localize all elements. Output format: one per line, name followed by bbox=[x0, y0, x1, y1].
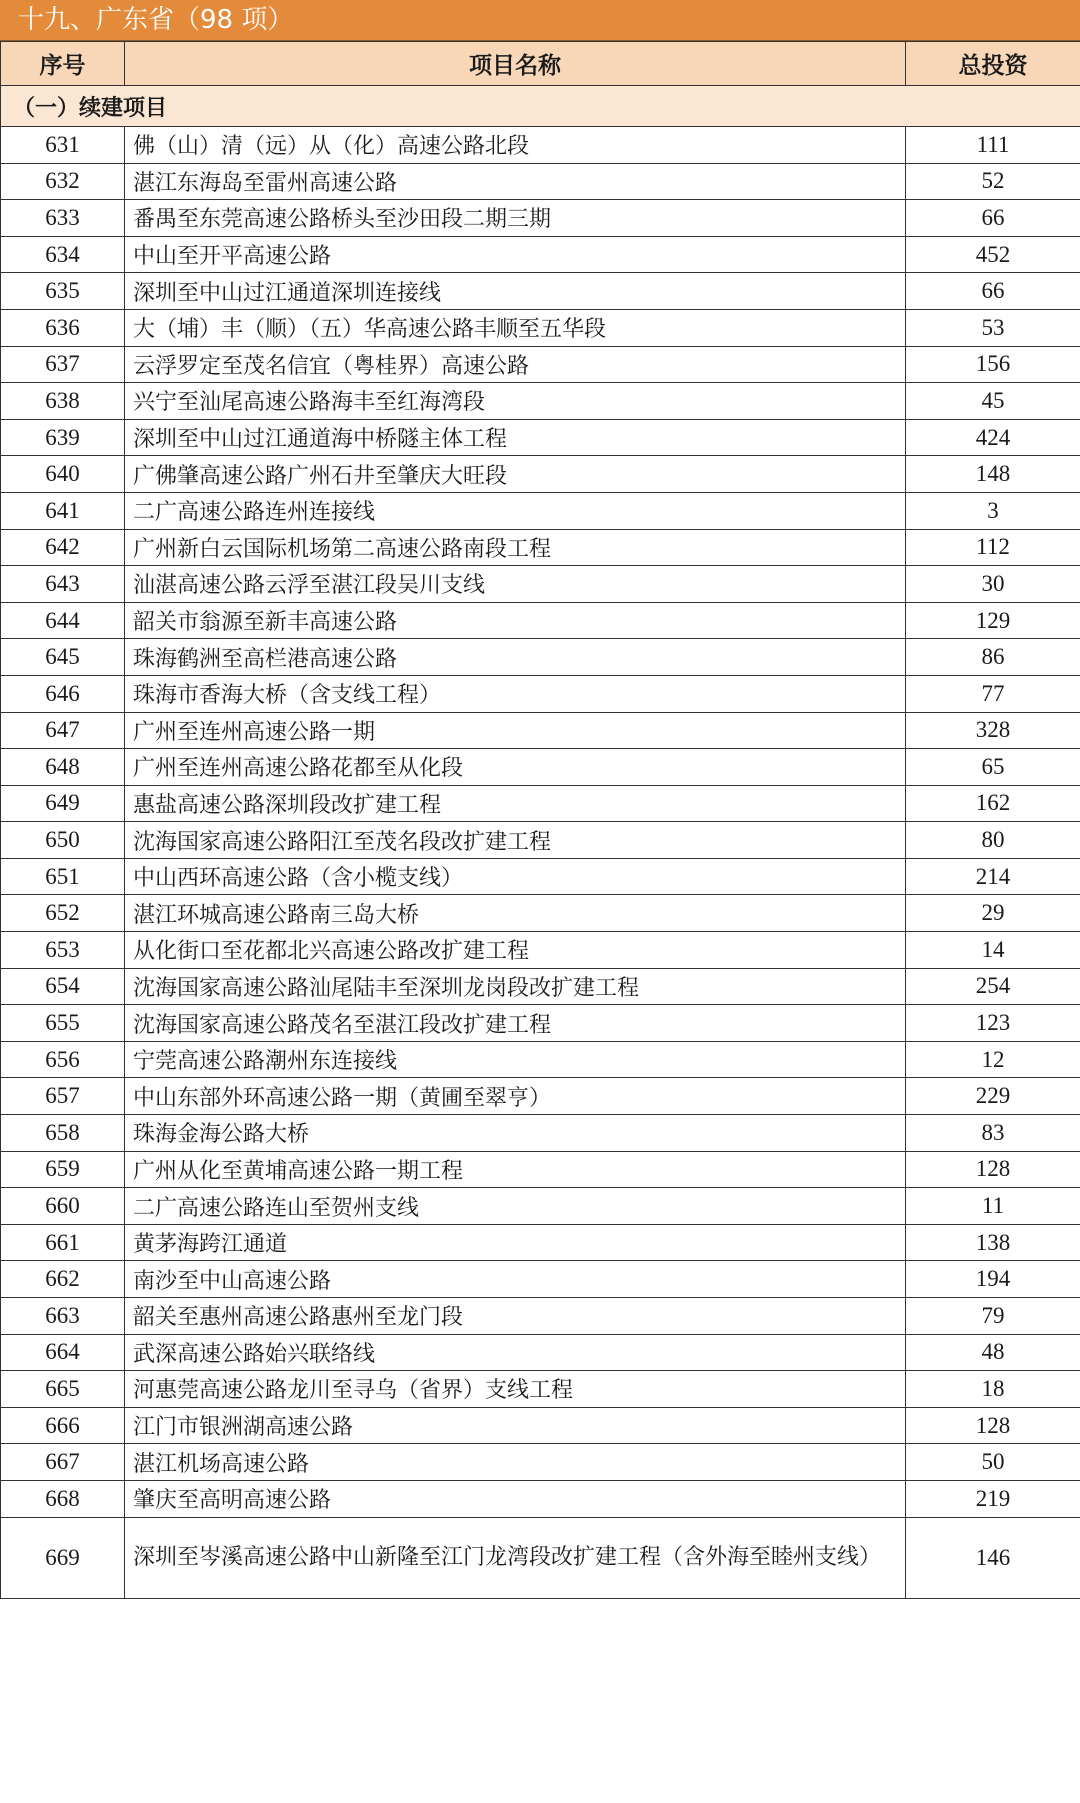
table-row bbox=[1, 822, 1080, 859]
row-project-name: 惠盐高速公路深圳段改扩建工程 bbox=[125, 785, 906, 822]
row-investment: 79 bbox=[906, 1298, 1080, 1335]
row-investment: 77 bbox=[906, 675, 1080, 712]
row-project-name: 广佛肇高速公路广州石井至肇庆大旺段 bbox=[125, 456, 906, 493]
row-investment: 14 bbox=[906, 932, 1080, 969]
table-row bbox=[1, 712, 1080, 749]
row-project-name: 广州从化至黄埔高速公路一期工程 bbox=[125, 1151, 906, 1188]
table-row bbox=[1, 858, 1080, 895]
table-row bbox=[1, 492, 1080, 529]
province-title: 十九、广东省（98 项） bbox=[0, 0, 1080, 41]
row-project-name: 江门市银洲湖高速公路 bbox=[125, 1407, 906, 1444]
row-index: 634 bbox=[1, 236, 125, 273]
row-investment: 112 bbox=[906, 529, 1080, 566]
row-project-name: 南沙至中山高速公路 bbox=[125, 1261, 906, 1298]
row-investment: 452 bbox=[906, 236, 1080, 273]
row-project-name: 中山至开平高速公路 bbox=[125, 236, 906, 273]
table-row bbox=[1, 1224, 1080, 1261]
row-investment: 129 bbox=[906, 602, 1080, 639]
table-row bbox=[1, 127, 1080, 164]
table-row bbox=[1, 1298, 1080, 1335]
row-index: 664 bbox=[1, 1334, 125, 1371]
row-investment: 3 bbox=[906, 492, 1080, 529]
row-project-name: 从化街口至花都北兴高速公路改扩建工程 bbox=[125, 932, 906, 969]
section-label: （一）续建项目 bbox=[1, 86, 1080, 127]
row-index: 660 bbox=[1, 1188, 125, 1225]
row-project-name: 河惠莞高速公路龙川至寻乌（省界）支线工程 bbox=[125, 1371, 906, 1408]
table-row bbox=[1, 785, 1080, 822]
row-project-name: 沈海国家高速公路汕尾陆丰至深圳龙岗段改扩建工程 bbox=[125, 968, 906, 1005]
row-index: 650 bbox=[1, 822, 125, 859]
row-index: 665 bbox=[1, 1371, 125, 1408]
row-project-name: 广州至连州高速公路一期 bbox=[125, 712, 906, 749]
row-index: 632 bbox=[1, 163, 125, 200]
row-index: 663 bbox=[1, 1298, 125, 1335]
row-project-name: 大（埔）丰（顺）（五）华高速公路丰顺至五华段 bbox=[125, 309, 906, 346]
table-row bbox=[1, 639, 1080, 676]
row-project-name: 湛江机场高速公路 bbox=[125, 1444, 906, 1481]
row-index: 666 bbox=[1, 1407, 125, 1444]
row-index: 668 bbox=[1, 1480, 125, 1517]
row-investment: 156 bbox=[906, 346, 1080, 383]
table-row bbox=[1, 1371, 1080, 1408]
row-index: 644 bbox=[1, 602, 125, 639]
table-row bbox=[1, 1188, 1080, 1225]
row-project-name: 武深高速公路始兴联络线 bbox=[125, 1334, 906, 1371]
row-index: 653 bbox=[1, 932, 125, 969]
row-investment: 229 bbox=[906, 1078, 1080, 1115]
table-row bbox=[1, 1517, 1080, 1598]
row-project-name: 中山东部外环高速公路一期（黄圃至翠亨） bbox=[125, 1078, 906, 1115]
row-investment: 50 bbox=[906, 1444, 1080, 1481]
row-index: 645 bbox=[1, 639, 125, 676]
row-project-name: 肇庆至高明高速公路 bbox=[125, 1480, 906, 1517]
row-index: 639 bbox=[1, 419, 125, 456]
row-investment: 30 bbox=[906, 566, 1080, 603]
row-index: 659 bbox=[1, 1151, 125, 1188]
section-row bbox=[1, 86, 1080, 127]
row-project-name: 湛江东海岛至雷州高速公路 bbox=[125, 163, 906, 200]
row-index: 647 bbox=[1, 712, 125, 749]
row-project-name: 珠海鹤洲至高栏港高速公路 bbox=[125, 639, 906, 676]
row-project-name: 番禺至东莞高速公路桥头至沙田段二期三期 bbox=[125, 200, 906, 237]
row-investment: 66 bbox=[906, 200, 1080, 237]
row-project-name: 珠海市香海大桥（含支线工程） bbox=[125, 675, 906, 712]
table-row bbox=[1, 1151, 1080, 1188]
table-row bbox=[1, 529, 1080, 566]
row-investment: 138 bbox=[906, 1224, 1080, 1261]
row-index: 637 bbox=[1, 346, 125, 383]
table-row bbox=[1, 163, 1080, 200]
row-index: 652 bbox=[1, 895, 125, 932]
row-index: 661 bbox=[1, 1224, 125, 1261]
row-project-name: 广州至连州高速公路花都至从化段 bbox=[125, 749, 906, 786]
project-table bbox=[0, 41, 1080, 1599]
row-investment: 146 bbox=[906, 1517, 1080, 1598]
table-row bbox=[1, 383, 1080, 420]
row-index: 638 bbox=[1, 383, 125, 420]
row-investment: 29 bbox=[906, 895, 1080, 932]
row-investment: 80 bbox=[906, 822, 1080, 859]
row-investment: 128 bbox=[906, 1407, 1080, 1444]
row-index: 651 bbox=[1, 858, 125, 895]
row-project-name: 二广高速公路连州连接线 bbox=[125, 492, 906, 529]
table-row bbox=[1, 1041, 1080, 1078]
row-investment: 111 bbox=[906, 127, 1080, 164]
row-investment: 424 bbox=[906, 419, 1080, 456]
row-project-name: 汕湛高速公路云浮至湛江段吴川支线 bbox=[125, 566, 906, 603]
table-row bbox=[1, 968, 1080, 1005]
row-investment: 53 bbox=[906, 309, 1080, 346]
row-index: 655 bbox=[1, 1005, 125, 1042]
row-investment: 45 bbox=[906, 383, 1080, 420]
row-project-name: 深圳至中山过江通道深圳连接线 bbox=[125, 273, 906, 310]
row-index: 657 bbox=[1, 1078, 125, 1115]
row-project-name: 云浮罗定至茂名信宜（粤桂界）高速公路 bbox=[125, 346, 906, 383]
header-index: 序号 bbox=[1, 42, 125, 86]
row-index: 654 bbox=[1, 968, 125, 1005]
row-project-name: 珠海金海公路大桥 bbox=[125, 1115, 906, 1152]
row-project-name: 黄茅海跨江通道 bbox=[125, 1224, 906, 1261]
row-index: 646 bbox=[1, 675, 125, 712]
table-row bbox=[1, 309, 1080, 346]
row-investment: 11 bbox=[906, 1188, 1080, 1225]
table-row bbox=[1, 456, 1080, 493]
table-row bbox=[1, 932, 1080, 969]
table-row bbox=[1, 566, 1080, 603]
table-row bbox=[1, 1115, 1080, 1152]
row-investment: 148 bbox=[906, 456, 1080, 493]
table-row bbox=[1, 273, 1080, 310]
row-index: 641 bbox=[1, 492, 125, 529]
row-investment: 12 bbox=[906, 1041, 1080, 1078]
row-investment: 219 bbox=[906, 1480, 1080, 1517]
row-index: 669 bbox=[1, 1517, 125, 1598]
row-project-name: 兴宁至汕尾高速公路海丰至红海湾段 bbox=[125, 383, 906, 420]
row-project-name: 沈海国家高速公路茂名至湛江段改扩建工程 bbox=[125, 1005, 906, 1042]
row-index: 649 bbox=[1, 785, 125, 822]
row-index: 631 bbox=[1, 127, 125, 164]
table-row bbox=[1, 419, 1080, 456]
row-project-name: 中山西环高速公路（含小榄支线） bbox=[125, 858, 906, 895]
row-investment: 83 bbox=[906, 1115, 1080, 1152]
row-index: 656 bbox=[1, 1041, 125, 1078]
row-investment: 18 bbox=[906, 1371, 1080, 1408]
table-row bbox=[1, 1444, 1080, 1481]
row-project-name: 二广高速公路连山至贺州支线 bbox=[125, 1188, 906, 1225]
table-row bbox=[1, 1078, 1080, 1115]
row-index: 662 bbox=[1, 1261, 125, 1298]
row-investment: 52 bbox=[906, 163, 1080, 200]
row-investment: 328 bbox=[906, 712, 1080, 749]
table-row bbox=[1, 675, 1080, 712]
row-index: 635 bbox=[1, 273, 125, 310]
row-index: 658 bbox=[1, 1115, 125, 1152]
row-investment: 66 bbox=[906, 273, 1080, 310]
table-header-row bbox=[1, 42, 1080, 86]
table-row bbox=[1, 749, 1080, 786]
row-investment: 128 bbox=[906, 1151, 1080, 1188]
row-index: 648 bbox=[1, 749, 125, 786]
row-investment: 65 bbox=[906, 749, 1080, 786]
row-index: 633 bbox=[1, 200, 125, 237]
row-investment: 48 bbox=[906, 1334, 1080, 1371]
row-investment: 254 bbox=[906, 968, 1080, 1005]
row-index: 640 bbox=[1, 456, 125, 493]
row-project-name: 韶关至惠州高速公路惠州至龙门段 bbox=[125, 1298, 906, 1335]
table-row bbox=[1, 1005, 1080, 1042]
row-project-name: 湛江环城高速公路南三岛大桥 bbox=[125, 895, 906, 932]
row-investment: 86 bbox=[906, 639, 1080, 676]
row-investment: 214 bbox=[906, 858, 1080, 895]
table-row bbox=[1, 1261, 1080, 1298]
row-project-name: 韶关市翁源至新丰高速公路 bbox=[125, 602, 906, 639]
row-investment: 162 bbox=[906, 785, 1080, 822]
row-index: 642 bbox=[1, 529, 125, 566]
table-row bbox=[1, 236, 1080, 273]
row-project-name: 深圳至岑溪高速公路中山新隆至江门龙湾段改扩建工程（含外海至睦州支线） bbox=[125, 1517, 906, 1598]
row-project-name: 宁莞高速公路潮州东连接线 bbox=[125, 1041, 906, 1078]
table-row bbox=[1, 895, 1080, 932]
table-row bbox=[1, 200, 1080, 237]
row-project-name: 深圳至中山过江通道海中桥隧主体工程 bbox=[125, 419, 906, 456]
header-investment: 总投资 bbox=[906, 42, 1080, 86]
table-row bbox=[1, 602, 1080, 639]
table-row bbox=[1, 1334, 1080, 1371]
header-project-name: 项目名称 bbox=[125, 42, 906, 86]
table-row bbox=[1, 1480, 1080, 1517]
row-investment: 123 bbox=[906, 1005, 1080, 1042]
row-project-name: 沈海国家高速公路阳江至茂名段改扩建工程 bbox=[125, 822, 906, 859]
row-index: 636 bbox=[1, 309, 125, 346]
row-investment: 194 bbox=[906, 1261, 1080, 1298]
table-row bbox=[1, 346, 1080, 383]
row-index: 643 bbox=[1, 566, 125, 603]
row-project-name: 佛（山）清（远）从（化）高速公路北段 bbox=[125, 127, 906, 164]
row-index: 667 bbox=[1, 1444, 125, 1481]
table-row bbox=[1, 1407, 1080, 1444]
row-project-name: 广州新白云国际机场第二高速公路南段工程 bbox=[125, 529, 906, 566]
